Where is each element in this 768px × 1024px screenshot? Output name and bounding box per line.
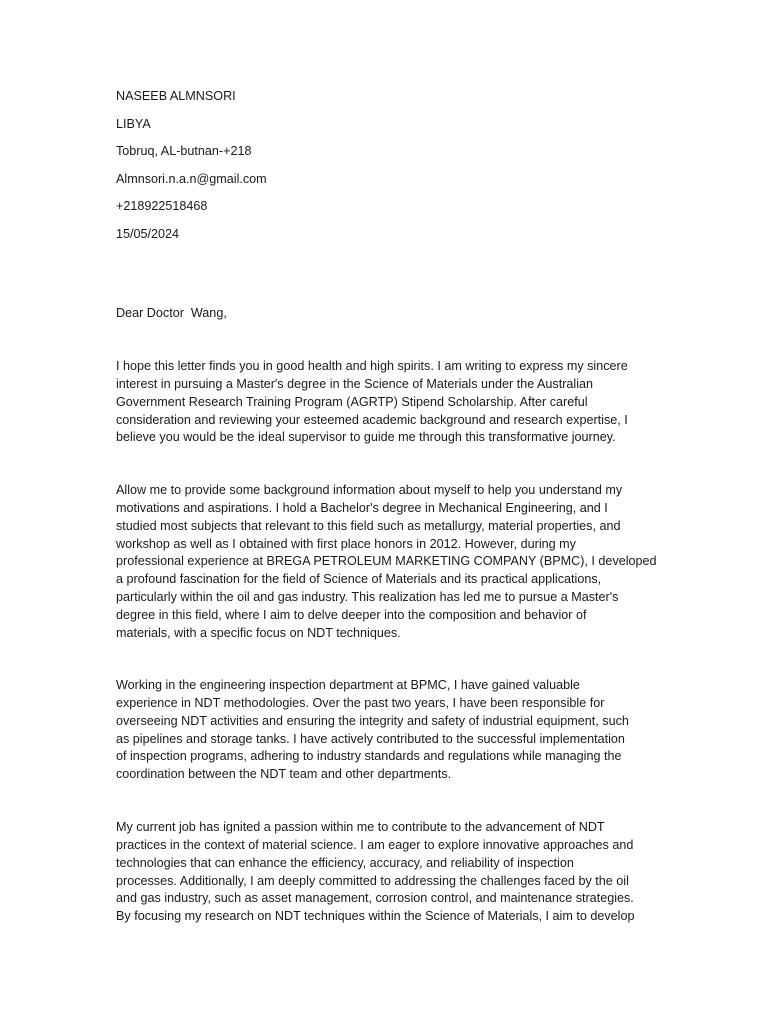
paragraph-line: degree in this field, where I aim to delve deeper into the composition and behavior of	[116, 607, 587, 622]
paragraph-line: Government Research Training Program (AGRTP) Stipend Scholarship. After careful	[116, 394, 588, 409]
paragraph-line: particularly within the oil and gas industry. This realization has led me to pursue a Master's	[116, 590, 619, 605]
paragraph-line: motivations and aspirations. I hold a Bachelor's degree in Mechanical Engineering, and I	[116, 500, 608, 515]
paragraph-line: believe you would be the ideal supervisor to guide me through this transformative journey.	[116, 430, 616, 445]
paragraph-introduction	[116, 358, 656, 447]
paragraph-line: interest in pursuing a Master's degree in the Science of Materials under the Australian	[116, 376, 594, 391]
sender-phone: +218922518468	[116, 199, 208, 213]
paragraph-line: as pipelines and storage tanks. I have actively contributed to the successful implementation	[116, 731, 625, 746]
paragraph-line: I hope this letter finds you in good health and high spirits. I am writing to express my sincere	[116, 359, 628, 373]
sender-country: LIBYA	[116, 116, 151, 131]
sender-name: NASEEB ALMNSORI	[116, 89, 236, 103]
paragraph-experience	[116, 677, 656, 784]
paragraph-line: By focusing my research on NDT techniques within the Science of Materials, I aim to develop	[116, 909, 635, 924]
paragraph-motivation	[116, 819, 656, 926]
paragraph-line: Working in the engineering inspection department at BPMC, I have gained valuable	[116, 678, 580, 692]
sender-email: Almnsori.n.a.n@gmail.com	[116, 171, 267, 186]
paragraph-line: workshop as well as I obtained with first place honors in 2012. However, during my	[116, 536, 576, 551]
paragraph-line: a profound fascination for the field of Science of Materials and its practical applications,	[116, 572, 602, 587]
paragraph-line: technologies that can enhance the efficiency, accuracy, and reliability of inspection	[116, 855, 574, 870]
sender-block	[116, 88, 676, 253]
paragraph-line: experience in NDT methodologies. Over the past two years, I have been responsible for	[116, 695, 605, 710]
paragraph-line: professional experience at BREGA PETROLEUM MARKETING COMPANY (BPMC), I developed	[116, 554, 657, 569]
paragraph-line: My current job has ignited a passion within me to contribute to the advancement of NDT	[116, 820, 605, 834]
paragraph-line: consideration and reviewing your esteemed academic background and research expertise, I	[116, 412, 628, 427]
paragraph-line: materials, with a specific focus on NDT techniques.	[116, 625, 401, 640]
paragraph-line: overseeing NDT activities and ensuring the integrity and safety of industrial equipment, such	[116, 713, 629, 728]
letter-date: 15/05/2024	[116, 226, 180, 241]
paragraph-line: Allow me to provide some background information about myself to help you understand my	[116, 483, 623, 497]
paragraph-line: practices in the context of material science. I am eager to explore innovative approaches and	[116, 837, 634, 852]
paragraph-line: and gas industry, such as asset management, corrosion control, and maintenance strategies.	[116, 891, 634, 906]
paragraph-line: of inspection programs, adhering to industry standards and regulations while managing the	[116, 749, 622, 764]
paragraph-line: processes. Additionally, I am deeply committed to addressing the challenges faced by the oil	[116, 873, 629, 888]
paragraph-line: coordination between the NDT team and other departments.	[116, 767, 452, 782]
paragraph-line: studied most subjects that relevant to this field such as metallurgy, material properties, and	[116, 518, 621, 533]
salutation: Dear Doctor Wang,	[116, 306, 227, 320]
sender-address: Tobruq, AL-butnan-+218	[116, 144, 252, 158]
paragraph-background	[116, 482, 656, 643]
